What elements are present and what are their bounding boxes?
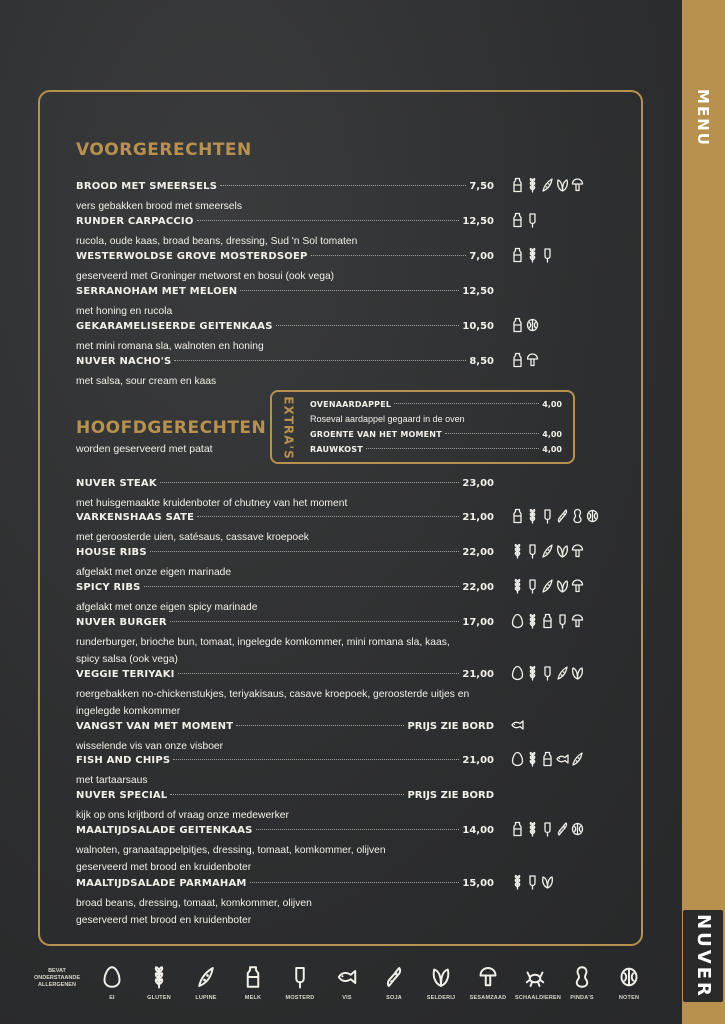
lupine-icon bbox=[541, 177, 554, 193]
menu-item bbox=[76, 669, 494, 720]
mustard-icon bbox=[541, 665, 554, 681]
menu-item-name: VARKENSHAAS SATE bbox=[76, 512, 195, 523]
menu-item-price: 15,00 bbox=[462, 878, 494, 889]
allergen-icons bbox=[511, 247, 554, 263]
menu-item bbox=[76, 251, 494, 285]
menu-item bbox=[76, 547, 494, 581]
menu-item-row bbox=[76, 321, 494, 335]
menu-item-price: 21,00 bbox=[462, 669, 494, 680]
menu-item-row bbox=[76, 512, 494, 526]
allergen-legend-label: NOTEN bbox=[618, 995, 640, 1001]
milk-icon bbox=[511, 317, 524, 333]
menu-item-name: HOUSE RIBS bbox=[76, 547, 147, 558]
allergen-legend-label: SOJA bbox=[386, 995, 402, 1001]
nuts-icon bbox=[619, 965, 639, 989]
allergen-legend-item bbox=[327, 965, 367, 1001]
menu-item-price: 8,50 bbox=[469, 356, 494, 367]
menu-item bbox=[76, 825, 494, 876]
menu-item-name: NUVER BURGER bbox=[76, 617, 167, 628]
menu-item-price: 21,00 bbox=[462, 512, 494, 523]
celery-icon bbox=[556, 543, 569, 559]
menu-item-row bbox=[76, 617, 494, 631]
menu-item-price: 23,00 bbox=[462, 478, 494, 489]
menu-item-row bbox=[76, 790, 494, 804]
menu-item-description: met salsa, sour cream en kaas bbox=[76, 376, 217, 387]
allergen-legend-item bbox=[374, 965, 414, 1001]
leader-dots bbox=[276, 325, 460, 326]
allergen-legend-label: SESAMZAAD bbox=[469, 995, 507, 1001]
crustacean-icon bbox=[525, 965, 545, 989]
menu-item-description: met mini romana sla, walnoten en honing bbox=[76, 341, 264, 352]
milk-icon bbox=[511, 821, 524, 837]
menu-item-description: runderburger, brioche bun, tomaat, ingelegde komkommer, mini romana sla, kaas, bbox=[76, 637, 450, 648]
menu-item-price: 22,00 bbox=[462, 547, 494, 558]
allergen-legend-item bbox=[92, 965, 132, 1001]
menu-item-row bbox=[76, 286, 494, 300]
menu-item-row bbox=[76, 251, 494, 265]
allergen-legend-label: MELK bbox=[244, 995, 262, 1001]
menu-item-row bbox=[76, 582, 494, 596]
extras-item bbox=[310, 430, 562, 442]
lupine-icon bbox=[196, 965, 216, 989]
allergen-icons bbox=[511, 212, 539, 228]
menu-item-name: RUNDER CARPACCIO bbox=[76, 216, 194, 227]
leader-dots bbox=[173, 759, 459, 760]
menu-item-name: SPICY RIBS bbox=[76, 582, 141, 593]
allergen-legend-label: SELDERIJ bbox=[426, 995, 456, 1001]
allergen-legend-item bbox=[186, 965, 226, 1001]
menu-item-description: met honing en rucola bbox=[76, 306, 173, 317]
allergen-icons bbox=[511, 543, 584, 559]
mustard-icon bbox=[556, 613, 569, 629]
brand-logo bbox=[683, 910, 723, 1002]
menu-item-description: geserveerd met Groninger metworst en bosui (ook vega) bbox=[76, 271, 335, 282]
menu-item-price: 10,50 bbox=[462, 321, 494, 332]
mustard-icon bbox=[541, 508, 554, 524]
menu-item-row bbox=[76, 547, 494, 561]
menu-item-row bbox=[76, 181, 494, 195]
menu-item-description: wisselende vis van onze visboer bbox=[76, 741, 224, 752]
allergen-icons bbox=[511, 717, 524, 733]
allergen-icons bbox=[511, 508, 599, 524]
mustard-icon bbox=[526, 578, 539, 594]
extras-item-name: GROENTE VAN HET MOMENT bbox=[310, 430, 442, 439]
allergen-legend-item bbox=[139, 965, 179, 1001]
egg-icon bbox=[511, 613, 524, 629]
extras-item-desc: Roseval aardappel gegaard in de oven bbox=[310, 414, 465, 424]
menu-item-description: geserveerd met brood en kruidenboter bbox=[76, 862, 252, 873]
gluten-icon bbox=[526, 247, 539, 263]
extras-item-price: 4,00 bbox=[542, 430, 562, 439]
egg-icon bbox=[102, 965, 122, 989]
allergen-icons bbox=[511, 177, 584, 193]
menu-item-description: met geroosterde uien, satésaus, cassave kroepoek bbox=[76, 532, 309, 543]
milk-icon bbox=[511, 212, 524, 228]
milk-icon bbox=[541, 751, 554, 767]
milk-icon bbox=[511, 352, 524, 368]
celery-icon bbox=[556, 177, 569, 193]
gluten-icon bbox=[526, 177, 539, 193]
menu-item-row bbox=[76, 878, 494, 892]
mushroom-icon bbox=[478, 965, 498, 989]
menu-item-description: met tartaarsaus bbox=[76, 775, 148, 786]
menu-item-description: geserveerd met brood en kruidenboter bbox=[76, 915, 252, 926]
celery-icon bbox=[556, 578, 569, 594]
nuts-icon bbox=[586, 508, 599, 524]
gluten-icon bbox=[526, 751, 539, 767]
allergen-icons bbox=[511, 317, 539, 333]
allergen-legend-item bbox=[280, 965, 320, 1001]
menu-item-row bbox=[76, 216, 494, 230]
menu-item bbox=[76, 286, 494, 320]
menu-item-price: 7,00 bbox=[469, 251, 494, 262]
allergen-legend-item bbox=[609, 965, 649, 1001]
lupine-icon bbox=[571, 751, 584, 767]
fish-icon bbox=[511, 717, 524, 733]
peanut-icon bbox=[571, 508, 584, 524]
menu-item bbox=[76, 512, 494, 546]
mushroom-icon bbox=[571, 613, 584, 629]
mushroom-icon bbox=[571, 543, 584, 559]
allergen-legend-item bbox=[468, 965, 508, 1001]
menu-item-name: BROOD MET SMEERSELS bbox=[76, 181, 218, 192]
menu-item-name: VANGST VAN MET MOMENT bbox=[76, 721, 234, 732]
menu-item-row bbox=[76, 669, 494, 683]
egg-icon bbox=[511, 751, 524, 767]
soy-icon bbox=[556, 821, 569, 837]
menu-item-description: walnoten, granaatappelpitjes, dressing, tomaat, komkommer, olijven bbox=[76, 845, 386, 856]
mustard-icon bbox=[526, 874, 539, 890]
menu-item bbox=[76, 878, 494, 929]
menu-item-row bbox=[76, 478, 494, 492]
allergen-legend-label: MOSTERD bbox=[285, 995, 315, 1001]
menu-item-price: 12,50 bbox=[462, 216, 494, 227]
menu-item-description: broad beans, dressing, tomaat, komkommer, olijven bbox=[76, 898, 312, 909]
extras-box bbox=[270, 390, 575, 464]
mushroom-icon bbox=[571, 177, 584, 193]
menu-item-description: vers gebakken brood met smeersels bbox=[76, 201, 242, 212]
menu-item bbox=[76, 582, 494, 616]
mustard-icon bbox=[526, 543, 539, 559]
menu-item bbox=[76, 617, 494, 668]
milk-icon bbox=[511, 177, 524, 193]
menu-item bbox=[76, 321, 494, 355]
leader-dots bbox=[311, 255, 467, 256]
menu-item-name: NUVER SPECIAL bbox=[76, 790, 168, 801]
menu-item bbox=[76, 721, 494, 755]
menu-item-description: roergebakken no-chickenstukjes, teriyakisaus, casave kroepoek, geroosterde uitjes en bbox=[76, 689, 470, 700]
menu-item-name: FISH AND CHIPS bbox=[76, 755, 171, 766]
leader-dots bbox=[150, 551, 460, 552]
menu-item-price: 14,00 bbox=[462, 825, 494, 836]
menu-item bbox=[76, 216, 494, 250]
allergen-icons bbox=[511, 665, 584, 681]
menu-item-name: MAALTIJDSALADE PARMAHAM bbox=[76, 878, 247, 889]
allergen-icons bbox=[511, 352, 539, 368]
lupine-icon bbox=[541, 543, 554, 559]
extras-item-price: 4,00 bbox=[542, 445, 562, 454]
menu-item-price: 21,00 bbox=[462, 755, 494, 766]
allergen-legend-item bbox=[233, 965, 273, 1001]
brand-name: NUVER bbox=[692, 913, 714, 999]
menu-item-price: 12,50 bbox=[462, 286, 494, 297]
nuts-icon bbox=[526, 317, 539, 333]
gluten-icon bbox=[511, 578, 524, 594]
menu-item-price: PRIJS ZIE BORD bbox=[407, 790, 494, 801]
allergen-legend-item bbox=[421, 965, 461, 1001]
allergen-legend-item bbox=[562, 965, 602, 1001]
menu-item-description: afgelakt met onze eigen marinade bbox=[76, 567, 232, 578]
allergen-icons bbox=[511, 821, 584, 837]
gluten-icon bbox=[511, 874, 524, 890]
menu-item-description: afgelakt met onze eigen spicy marinade bbox=[76, 602, 258, 613]
menu-item-description: kijk op ons krijtbord of vraag onze medewerker bbox=[76, 810, 289, 821]
extras-item bbox=[310, 400, 562, 412]
nuts-icon bbox=[571, 821, 584, 837]
gluten-icon bbox=[526, 821, 539, 837]
menu-item bbox=[76, 181, 494, 215]
allergen-icons bbox=[511, 578, 584, 594]
gluten-icon bbox=[526, 613, 539, 629]
menu-item-price: PRIJS ZIE BORD bbox=[407, 721, 494, 732]
peanut-icon bbox=[572, 965, 592, 989]
menu-item-name: NUVER NACHO'S bbox=[76, 356, 172, 367]
menu-item-name: NUVER STEAK bbox=[76, 478, 157, 489]
soy-icon bbox=[384, 965, 404, 989]
menu-item-price: 17,00 bbox=[462, 617, 494, 628]
mustard-icon bbox=[541, 821, 554, 837]
mustard-icon bbox=[541, 247, 554, 263]
leader-dots bbox=[197, 220, 460, 221]
mustard-icon bbox=[526, 212, 539, 228]
allergen-legend bbox=[30, 965, 670, 1015]
menu-item bbox=[76, 356, 494, 390]
section-subtitle-hoofdgerechten: worden geserveerd met patat bbox=[76, 443, 213, 455]
leader-dots bbox=[256, 829, 460, 830]
menu-tab-label: MENU bbox=[694, 89, 713, 147]
celery-icon bbox=[541, 874, 554, 890]
menu-item-description: met huisgemaakte kruidenboter of chutney van het moment bbox=[76, 498, 348, 509]
allergen-legend-label: GLUTEN bbox=[147, 995, 171, 1001]
extras-item-name: OVENAARDAPPEL bbox=[310, 400, 392, 409]
gluten-icon bbox=[149, 965, 169, 989]
section-title-voorgerechten: VOORGERECHTEN bbox=[76, 140, 252, 160]
allergen-legend-heading: BEVAT ONDERSTAANDE ALLERGENEN bbox=[33, 968, 81, 988]
extras-label bbox=[276, 398, 302, 458]
lupine-icon bbox=[541, 578, 554, 594]
milk-icon bbox=[511, 247, 524, 263]
menu-item-name: VEGGIE TERIYAKI bbox=[76, 669, 175, 680]
egg-icon bbox=[511, 665, 524, 681]
allergen-icons bbox=[511, 613, 584, 629]
celery-icon bbox=[431, 965, 451, 989]
menu-item bbox=[76, 755, 494, 789]
fish-icon bbox=[556, 751, 569, 767]
menu-item-row bbox=[76, 356, 494, 370]
allergen-icons bbox=[511, 874, 554, 890]
leader-dots bbox=[170, 794, 404, 795]
mushroom-icon bbox=[526, 352, 539, 368]
fish-icon bbox=[337, 965, 357, 989]
menu-item-name: GEKARAMELISEERDE GEITENKAAS bbox=[76, 321, 273, 332]
leader-dots bbox=[220, 185, 466, 186]
gluten-icon bbox=[526, 665, 539, 681]
lupine-icon bbox=[556, 665, 569, 681]
mustard-icon bbox=[290, 965, 310, 989]
allergen-legend-item bbox=[515, 965, 562, 1001]
menu-item-name: SERRANOHAM MET MELOEN bbox=[76, 286, 238, 297]
allergen-legend-label: EI bbox=[109, 995, 115, 1001]
gluten-icon bbox=[511, 543, 524, 559]
milk-icon bbox=[511, 508, 524, 524]
soy-icon bbox=[556, 508, 569, 524]
celery-icon bbox=[571, 665, 584, 681]
leader-dots bbox=[160, 482, 460, 483]
menu-item-row bbox=[76, 721, 494, 735]
milk-icon bbox=[541, 613, 554, 629]
milk-icon bbox=[243, 965, 263, 989]
gluten-icon bbox=[526, 508, 539, 524]
menu-item-name: WESTERWOLDSE GROVE MOSTERDSOEP bbox=[76, 251, 308, 262]
extras-item-price: 4,00 bbox=[542, 400, 562, 409]
menu-tab bbox=[685, 88, 721, 148]
menu-item-description: ingelegde komkommer bbox=[76, 706, 181, 717]
leader-dots bbox=[178, 673, 460, 674]
menu-item-price: 22,00 bbox=[462, 582, 494, 593]
menu-item-row bbox=[76, 755, 494, 769]
extras-label-text: EXTRA'S bbox=[282, 396, 297, 460]
menu-item-description: spicy salsa (ook vega) bbox=[76, 654, 178, 665]
menu-item-price: 7,50 bbox=[469, 181, 494, 192]
leader-dots bbox=[174, 360, 466, 361]
allergen-legend-label: LUPINE bbox=[195, 995, 217, 1001]
leader-dots bbox=[250, 882, 460, 883]
allergen-legend-label: SCHAALDIEREN bbox=[515, 995, 562, 1001]
mushroom-icon bbox=[571, 578, 584, 594]
extras-item-name: RAUWKOST bbox=[310, 445, 363, 454]
menu-item-name: MAALTIJDSALADE GEITENKAAS bbox=[76, 825, 253, 836]
allergen-legend-label: VIS bbox=[342, 995, 352, 1001]
side-band bbox=[682, 0, 725, 1024]
allergen-legend-label: PINDA'S bbox=[570, 995, 594, 1001]
menu-item bbox=[76, 790, 494, 824]
allergen-icons bbox=[511, 751, 584, 767]
extras-item bbox=[310, 445, 562, 457]
leader-dots bbox=[170, 621, 460, 622]
leader-dots bbox=[236, 725, 404, 726]
menu-item-description: rucola, oude kaas, broad beans, dressing, Sud 'n Sol tomaten bbox=[76, 236, 358, 247]
menu-item-row bbox=[76, 825, 494, 839]
leader-dots bbox=[144, 586, 460, 587]
leader-dots bbox=[197, 516, 459, 517]
menu-item bbox=[76, 478, 494, 512]
section-title-hoofdgerechten: HOOFDGERECHTEN bbox=[76, 418, 267, 438]
leader-dots bbox=[240, 290, 459, 291]
